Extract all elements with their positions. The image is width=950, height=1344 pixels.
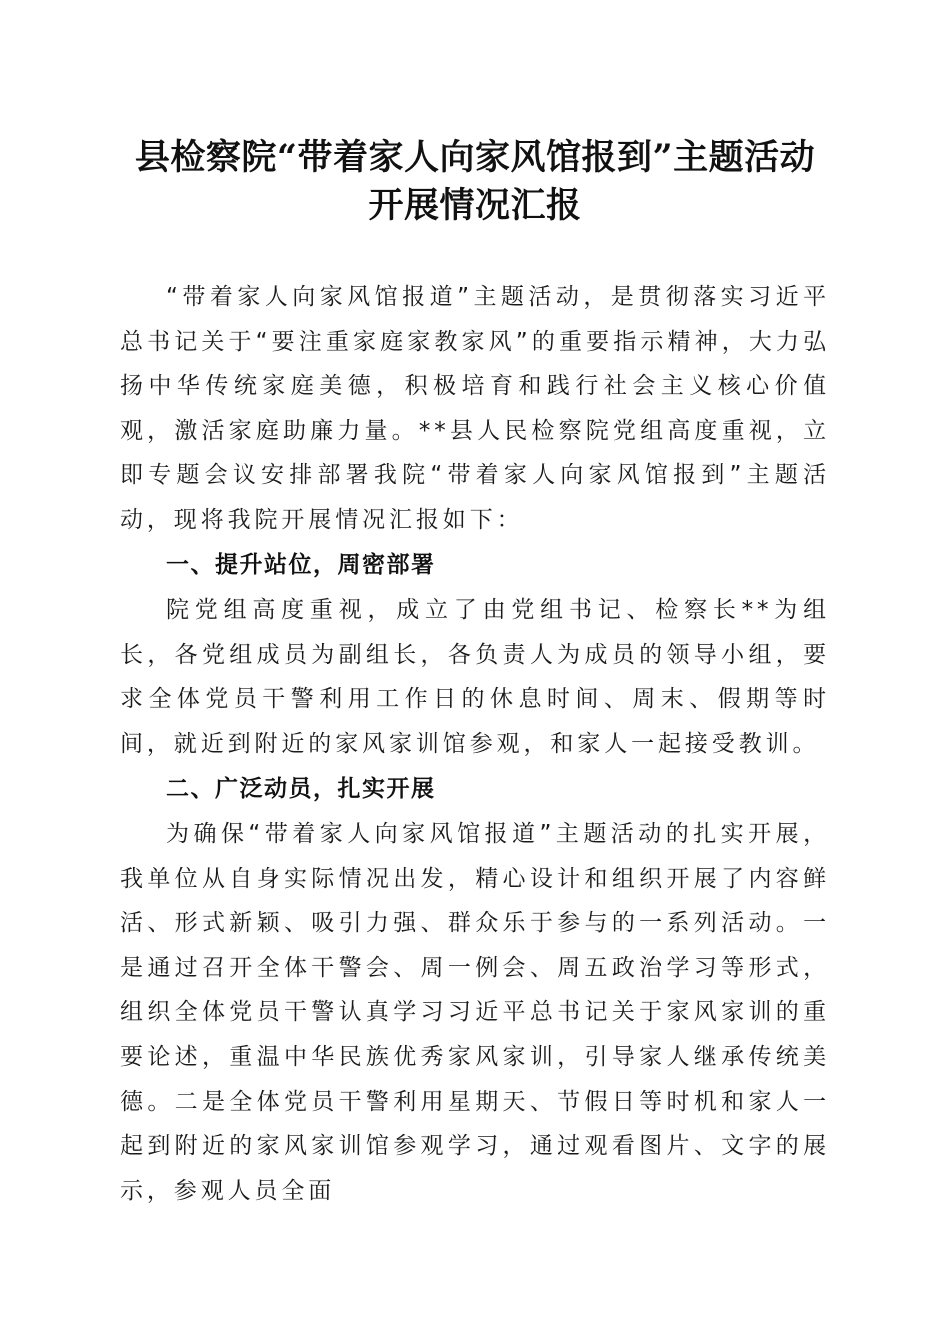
section-1-paragraph: 院党组高度重视，成立了由党组书记、检察长**为组长，各党组成员为副组长，各负责人为成员的领导小组，要求全体党员干警利用工作日的休息时间、周末、假期等时间，就近到附近的家风家训馆参观，和家人一起接受教训。 — [120, 597, 830, 757]
intro-paragraph: “带着家人向家风馆报道”主题活动，是贯彻落实习近平总书记关于“要注重家庭家教家风”的重要指示精神，大力弘扬中华传统家庭美德，积极培育和践行社会主义核心价值观，激活家庭助廉力量。**县人民检察院党组高度重视，立即专题会议安排部署我院“带着家人向家风馆报到”主题活动，现将我院开展情况汇报如下： — [120, 284, 830, 533]
section-heading-2: 二、广泛动员，扎实开展 — [166, 776, 436, 802]
section-2-paragraph: 为确保“带着家人向家风馆报道”主题活动的扎实开展，我单位从自身实际情况出发，精心设计和组织开展了内容鲜活、形式新颖、吸引力强、群众乐于参与的一系列活动。一是通过召开全体干警会、周一例会、周五政治学习等形式，组织全体党员干警认真学习习近平总书记关于家风家训的重要论述，重温中华民族优秀家风家训，引导家人继承传统美德。二是全体党员干警利用星期天、节假日等时机和家人一起到附近的家风家训馆参观学习，通过观看图片、文字的展示，参观人员全面 — [120, 821, 830, 1204]
document-title-line-1: 县检察院“带着家人向家风馆报到”主题活动 — [134, 137, 816, 178]
section-heading-1: 一、提升站位，周密部署 — [166, 552, 436, 578]
document-title-line-2: 开展情况汇报 — [368, 185, 582, 226]
